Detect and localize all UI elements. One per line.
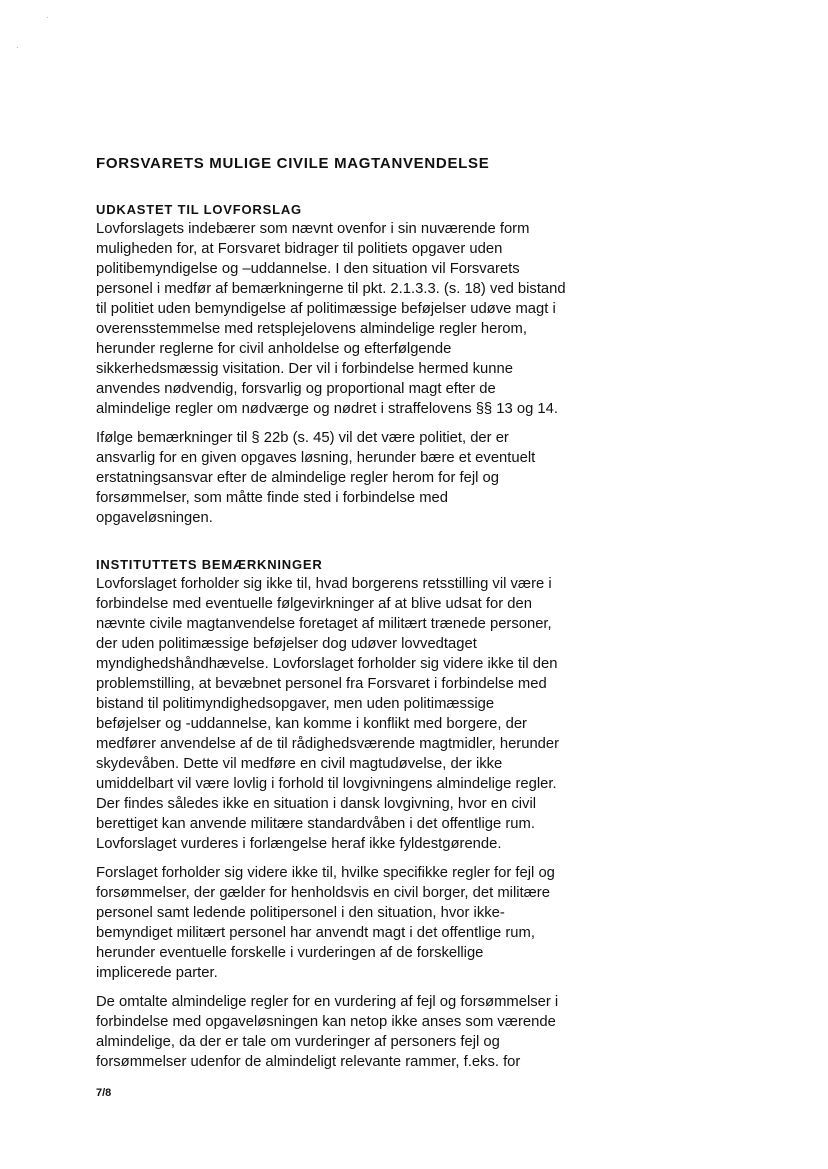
document-section (96, 201, 566, 528)
text-line: herunder reglerne for civil anholdelse og efterfølgende (96, 341, 452, 357)
text-line: Lovforslagets indebærer som nævnt ovenfor i sin nuværende form (96, 221, 530, 237)
text-line: berettiget kan anvende militære standardvåben i det offentlige rum. (96, 816, 535, 832)
text-line: almindelige, da der er tale om vurderinger af personers fejl og (96, 1034, 500, 1050)
document-sections (96, 201, 566, 1072)
text-line: personel i medfør af bemærkningerne til pkt. 2.1.3.3. (s. 18) ved bistand (96, 281, 566, 297)
text-line: bistand til politimyndighedsopgaver, men uden politimæssige (96, 696, 495, 712)
text-line: medfører anvendelse af de til rådighedsværende magtmidler, herunder (96, 736, 560, 752)
text-line: beføjelser og -uddannelse, kan komme i konflikt med borgere, der (96, 716, 527, 732)
text-line: De omtalte almindelige regler for en vurdering af fejl og forsømmelser i (96, 994, 559, 1010)
text-line: Lovforslaget vurderes i forlængelse heraf ikke fyldestgørende. (96, 836, 502, 852)
paragraph (96, 992, 558, 1072)
scan-speck: · (46, 13, 49, 22)
text-line: forsømmelser, som måtte finde sted i forbindelse med (96, 490, 448, 506)
text-line: umiddelbart vil være lovlig i forhold til lovgivningens almindelige regler. (96, 776, 557, 792)
text-line: overensstemmelse med retsplejelovens almindelige regler herom, (96, 321, 527, 337)
document-body (96, 155, 566, 1072)
text-line: herunder eventuelle forskelle i vurderingen af de forskellige (96, 945, 484, 961)
text-line: implicerede parter. (96, 965, 218, 981)
text-line: forbindelse med eventuelle følgevirkninger af at blive udsat for den (96, 596, 532, 612)
paragraph (96, 219, 566, 419)
text-line: Lovforslaget forholder sig ikke til, hvad borgerens retsstilling vil være i (96, 576, 552, 592)
page-number: 7/8 (96, 1087, 112, 1099)
paragraph (96, 863, 558, 983)
section-heading: INSTITUTTETS BEMÆRKNINGER (96, 557, 323, 572)
text-line: nævnte civile magtanvendelse foretaget af militært trænede personer, (96, 616, 552, 632)
text-line: forbindelse med opgaveløsningen kan netop ikke anses som værende (96, 1014, 556, 1030)
scan-speck: · (16, 43, 19, 52)
text-line: Der findes således ikke en situation i dansk lovgivning, hvor en civil (96, 796, 537, 812)
text-line: til politiet uden bemyndigelse af politimæssige beføjelser udøve magt i (96, 301, 556, 317)
text-line: Forslaget forholder sig videre ikke til, hvilke specifikke regler for fejl og (96, 865, 555, 881)
text-line: sikkerhedsmæssig visitation. Der vil i forbindelse hermed kunne (96, 361, 513, 377)
text-line: ansvarlig for en given opgaves løsning, herunder bære et eventuelt (96, 450, 536, 466)
text-line: anvendes nødvendig, forsvarlig og proportional magt efter de (96, 381, 496, 397)
section-heading: UDKASTET TIL LOVFORSLAG (96, 202, 302, 217)
text-line: forsømmelser udenfor de almindeligt relevante rammer, f.eks. for (96, 1054, 521, 1070)
document-section (96, 556, 558, 1072)
text-line: muligheden for, at Forsvaret bidrager til politiets opgaver uden (96, 241, 503, 257)
text-line: erstatningsansvar efter de almindelige regler herom for fejl og (96, 470, 500, 486)
text-line: Ifølge bemærkninger til § 22b (s. 45) vil det være politiet, der er (96, 430, 509, 446)
text-line: personel samt ledende politipersonel i den situation, hvor ikke- (96, 905, 505, 921)
text-line: myndighedshåndhævelse. Lovforslaget forholder sig videre ikke til den (96, 656, 558, 672)
paragraph (96, 428, 558, 528)
text-line: forsømmelser, der gælder for henholdsvis en civil borger, det militære (96, 885, 550, 901)
text-line: problemstilling, at bevæbnet personel fra Forsvaret i forbindelse med (96, 676, 547, 692)
text-line: opgaveløsningen. (96, 510, 213, 526)
text-line: skydevåben. Dette vil medføre en civil magtudøvelse, der ikke (96, 756, 503, 772)
document-title: FORSVARETS MULIGE CIVILE MAGTANVENDELSE (96, 155, 490, 172)
text-line: der uden politimæssige beføjelser dog udøver lovvedtaget (96, 636, 477, 652)
text-line: politibemyndigelse og –uddannelse. I den situation vil Forsvarets (96, 261, 520, 277)
text-line: almindelige regler om nødværge og nødret i straffelovens §§ 13 og 14. (96, 401, 558, 417)
text-line: bemyndiget militært personel har anvendt magt i det offentlige rum, (96, 925, 535, 941)
paragraph (96, 574, 558, 854)
